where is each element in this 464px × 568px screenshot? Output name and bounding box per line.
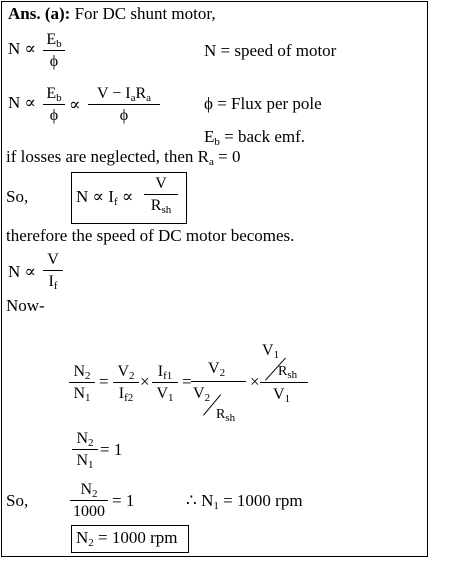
ratio-n-fraction: $N_2$ $N_1$ <box>69 362 95 403</box>
answer-label: Ans. (a): <box>8 4 71 23</box>
therefore-line: therefore the speed of DC motor becomes. <box>6 226 295 245</box>
ratio-eq-1: = <box>99 372 109 391</box>
ratio-v-fraction: $V_2$ $I_{f2}$ <box>113 362 139 403</box>
eq1-fraction: $E_b$ ϕ <box>43 30 65 71</box>
ratio-result-fraction: $N_2$ $N_1$ <box>72 429 98 470</box>
cf2-den: $V_1$ <box>273 386 291 405</box>
eq2-fraction-b: $V - I_aR_a$ ϕ <box>88 84 160 125</box>
boxed-num: V <box>155 175 167 192</box>
losses-line: if losses are neglected, then $R_a = 0$ <box>6 147 241 168</box>
so-label-1: So, <box>6 187 29 206</box>
result-text: $N_2 = 1000$ rpm <box>76 528 178 549</box>
final-eq: = 1 <box>112 491 135 510</box>
def-speed: N = speed of motor <box>204 41 337 60</box>
boxed-prop: $N \propto I_f$ ∝ <box>76 187 134 208</box>
eq1-den: ϕ <box>49 53 59 70</box>
eq3-num: V <box>47 251 59 268</box>
so-label-2: So, <box>6 491 29 510</box>
ratio-times-2: × <box>250 372 260 391</box>
eq2-lhs: N ∝ <box>8 93 37 112</box>
cf2-num-rsh: $R_{sh}$ <box>278 364 298 381</box>
cf1-bar <box>191 381 246 382</box>
def-flux: ϕ = Flux per pole <box>204 94 322 113</box>
cf1-den-rsh: $R_{sh}$ <box>216 407 236 424</box>
heading-text: For DC shunt motor, <box>74 4 216 23</box>
ratio-eq-2: = <box>182 372 192 391</box>
now-label: Now- <box>6 296 45 315</box>
cf2-num-v1: $V_1$ <box>262 342 280 361</box>
eq2-den-a: ϕ <box>49 107 59 124</box>
eq3-lhs: N ∝ <box>8 262 37 281</box>
cf1-den-v2: $V_2$ <box>193 385 211 404</box>
cf2-bar <box>260 382 308 383</box>
eq2-prop: ∝ <box>69 95 81 114</box>
ratio-result-eq: = 1 <box>100 440 123 459</box>
final-fraction: $N_2$ 1000 <box>70 480 108 521</box>
eq1-lhs: N ∝ <box>8 39 37 58</box>
therefore-n1: ∴ $N_1 = 1000$ rpm <box>186 491 303 512</box>
def-back-emf: $E_b$ = back emf. <box>204 127 305 148</box>
eq2-fraction-a: $E_b$ ϕ <box>43 84 65 125</box>
ratio-if-fraction: $I_{f1}$ $V_1$ <box>152 362 178 403</box>
boxed-fraction: V $R_{sh}$ <box>144 174 178 215</box>
answer-frame <box>1 1 428 557</box>
eq2-den-b: ϕ <box>119 107 129 124</box>
ratio-times-1: × <box>140 372 150 391</box>
eq3-fraction: V $I_f$ <box>43 250 63 291</box>
final-den: 1000 <box>73 503 105 520</box>
cf1-num: $V_2$ <box>208 360 226 379</box>
answer-heading <box>8 4 216 24</box>
